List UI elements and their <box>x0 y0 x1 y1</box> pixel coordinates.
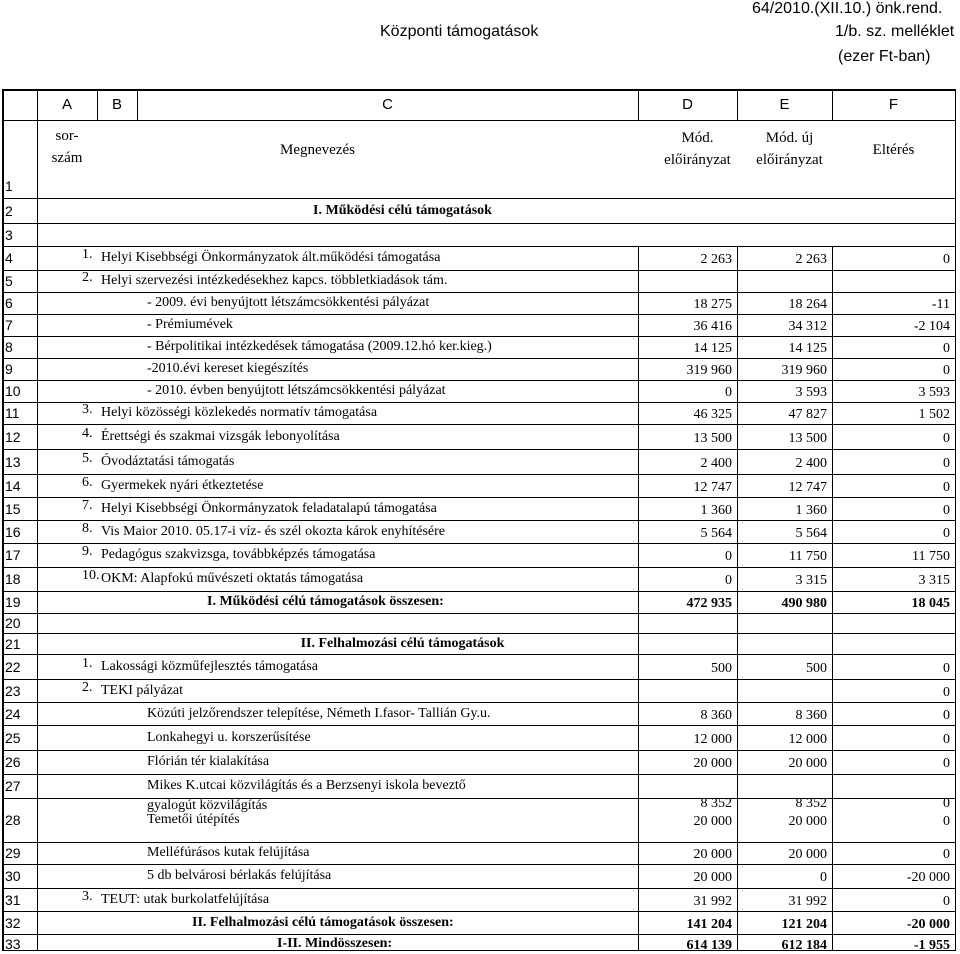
mod-uj-eloiranyzat-header: Mód. új előirányzat <box>756 130 823 168</box>
item-number: 7. <box>82 497 93 513</box>
item-number: 2. <box>82 679 93 695</box>
mod-eloiranyzat-value: 20 000 <box>693 847 732 862</box>
item-label: Óvodáztatási támogatás <box>101 453 235 469</box>
column-letter-separator <box>737 89 738 120</box>
item-label: - Bérpolitikai intézkedések támogatása (2009.12.hó ker.kieg.) <box>147 339 492 354</box>
item-label: - 2009. évi benyújtott létszámcsökkentési pályázat <box>147 295 430 310</box>
sorszam-header: sor- szám <box>51 128 83 166</box>
row-divider <box>2 654 956 655</box>
row-number: 12 <box>5 428 21 445</box>
elteres-value: 18 045 <box>911 596 950 611</box>
elteres-value: 0 <box>943 756 950 771</box>
item-number: 3. <box>82 888 93 904</box>
mod-uj-eloiranyzat-value: 20 000 <box>788 847 827 862</box>
row-divider <box>2 223 956 224</box>
row-divider <box>2 911 956 912</box>
elteres-value: 11 750 <box>912 549 950 564</box>
item-number: 8. <box>82 520 93 536</box>
mod-eloiranyzat-value: 5 564 <box>700 525 732 541</box>
row-divider <box>2 449 956 450</box>
elteres-value: 0 <box>943 341 950 356</box>
column-letter-separator <box>137 89 138 120</box>
column-letter: D <box>682 96 693 113</box>
mod-eloiranyzat-value: 20 000 <box>693 756 732 771</box>
row-number: 29 <box>5 845 21 861</box>
item-number: 2. <box>82 270 93 285</box>
item-label: Lonkahegyi u. korszerűsítése <box>147 729 311 745</box>
row-number: 8 <box>5 339 13 355</box>
elteres-value: 0 <box>943 252 950 267</box>
mod-eloiranyzat-value: 12 747 <box>693 479 732 495</box>
mod-eloiranyzat-value: 20 000 <box>693 870 732 885</box>
item-label: Temetői útépítés <box>147 812 240 827</box>
elteres-value: 0 <box>943 707 950 723</box>
mod-eloiranyzat-value: 8 352 <box>700 796 732 811</box>
mod-eloiranyzat-value: 319 960 <box>686 363 732 378</box>
row-number: 1 <box>5 178 13 194</box>
row-number: 6 <box>5 295 13 311</box>
item-label: Közúti jelzőrendszer telepítése, Németh I.fasor- Tallián Gy.u. <box>147 705 491 721</box>
item-label: Flórián tér kialakítása <box>147 754 270 769</box>
item-label: Vis Maior 2010. 05.17-i víz- és szél okozta károk enyhítésére <box>101 523 446 539</box>
item-label: - Prémiumévek <box>147 317 233 332</box>
megnevezes-header: Megnevezés <box>280 142 355 158</box>
row-divider <box>2 543 956 544</box>
row-number: 20 <box>5 615 21 631</box>
mod-uj-eloiranyzat-value: 612 184 <box>781 938 827 953</box>
item-label-continued: gyalogút közvilágítás <box>147 798 268 813</box>
row-number: 31 <box>5 891 21 908</box>
row-number: 32 <box>5 914 21 931</box>
item-label: - 2010. évben benyújtott létszámcsökkentési pályázat <box>147 383 446 398</box>
mod-eloiranyzat-value: 0 <box>725 549 732 564</box>
column-letter: A <box>61 96 72 113</box>
column-letter: B <box>111 96 122 113</box>
mod-eloiranyzat-value: 18 275 <box>693 297 732 312</box>
item-number: 1. <box>82 655 93 671</box>
item-label: Pedagógus szakvizsga, továbbképzés támogatása <box>101 547 376 562</box>
item-number: 10. <box>82 568 100 583</box>
row-number: 14 <box>5 477 21 494</box>
item-number: 6. <box>82 474 93 490</box>
section-heading: I. Működési célú támogatások <box>313 202 492 218</box>
elteres-value: 0 <box>943 731 950 747</box>
item-label: Helyi közösségi közlekedés normatív támogatása <box>101 405 378 420</box>
item-number: 4. <box>82 425 93 441</box>
row-number: 10 <box>5 383 21 399</box>
column-divider <box>638 246 639 951</box>
mod-uj-eloiranyzat-value: 1 360 <box>795 502 827 518</box>
item-label: Lakossági közműfejlesztés támogatása <box>101 658 318 674</box>
mod-uj-eloiranyzat-value: 20 000 <box>788 756 827 771</box>
elteres-value: 0 <box>943 893 950 909</box>
row-divider <box>2 633 956 634</box>
column-letter-separator <box>97 89 98 120</box>
row-number: 22 <box>5 658 21 675</box>
page-title: Központi támogatások <box>380 23 539 40</box>
row-number: 18 <box>5 571 21 587</box>
row-divider <box>2 474 956 475</box>
mod-eloiranyzat-value: 36 416 <box>693 319 732 334</box>
unit-label: (ezer Ft-ban) <box>838 48 931 65</box>
mod-eloiranyzat-value: 614 139 <box>686 938 732 953</box>
row-number: 27 <box>5 778 21 794</box>
mod-uj-eloiranyzat-value: 3 315 <box>795 573 827 588</box>
row-divider <box>2 934 956 935</box>
row-number: 23 <box>5 682 21 699</box>
row-divider <box>2 358 956 359</box>
elteres-value: 0 <box>943 660 950 676</box>
mod-uj-eloiranyzat-value: 11 750 <box>789 549 827 564</box>
elteres-header: Eltérés <box>872 142 915 158</box>
row-divider <box>2 725 956 726</box>
column-letter-divider <box>2 120 956 121</box>
mod-uj-eloiranyzat-value: 34 312 <box>788 319 827 334</box>
mod-uj-eloiranyzat-value: 0 <box>820 870 827 885</box>
row-divider <box>2 424 956 425</box>
mod-eloiranyzat-value: 500 <box>711 660 732 676</box>
mod-eloiranyzat-value: 46 325 <box>693 407 732 422</box>
mod-uj-eloiranyzat-value: 500 <box>806 660 827 676</box>
mod-eloiranyzat-value: 0 <box>725 385 732 400</box>
mod-eloiranyzat-value: 14 125 <box>693 341 732 356</box>
elteres-value: 1 502 <box>918 407 950 422</box>
mod-eloiranyzat-value: 31 992 <box>693 893 732 909</box>
row-divider <box>2 270 956 271</box>
elteres-value: 3 593 <box>918 385 950 400</box>
column-letter-separator <box>638 89 639 120</box>
item-label: Mikes K.utcai közvilágítás és a Berzsenyi iskola beveztő <box>147 778 466 793</box>
mod-eloiranyzat-value: 13 500 <box>693 430 732 446</box>
table-border-top <box>2 89 956 91</box>
row-number: 24 <box>5 705 21 722</box>
item-label: Melléfúrásos kutak felújítása <box>147 845 310 860</box>
item-label: Helyi Kisebbségi Önkormányzatok ált.működési támogatása <box>101 250 441 265</box>
row-number: 15 <box>5 500 21 517</box>
row-divider <box>2 842 956 843</box>
row-number: 33 <box>5 936 21 952</box>
row-divider <box>2 198 956 199</box>
mod-eloiranyzat-value: 0 <box>725 573 732 588</box>
item-label: TEUT: utak burkolatfelújítása <box>101 891 270 907</box>
item-number: 1. <box>82 247 93 262</box>
regulation-reference: 64/2010.(XII.10.) önk.rend. <box>752 0 943 17</box>
row-number: 21 <box>5 635 21 652</box>
elteres-value: 0 <box>943 430 950 446</box>
row-number: 11 <box>5 405 20 421</box>
elteres-value: 0 <box>943 847 950 862</box>
column-letter: E <box>779 96 790 113</box>
row-number: 30 <box>5 868 21 884</box>
mod-eloiranyzat-value: 472 935 <box>686 596 732 611</box>
row-divider <box>2 497 956 498</box>
row-divider <box>2 591 956 592</box>
column-divider <box>832 246 833 951</box>
row-divider <box>2 567 956 568</box>
column-letter: C <box>382 96 393 113</box>
item-number: 9. <box>82 544 93 559</box>
column-divider <box>737 246 738 951</box>
mod-uj-eloiranyzat-value: 31 992 <box>788 893 827 909</box>
total-label: II. Felhalmozási célú támogatások összesen: <box>192 914 454 930</box>
mod-eloiranyzat-value: 8 360 <box>700 707 732 723</box>
mod-uj-eloiranyzat-value: 5 564 <box>795 525 827 541</box>
section-heading: II. Felhalmozási célú támogatások <box>300 635 505 651</box>
column-letter: F <box>888 96 899 113</box>
mod-eloiranyzat-header: Mód. előirányzat <box>664 130 731 168</box>
mod-eloiranyzat-value: 12 000 <box>693 731 732 747</box>
row-number: 5 <box>5 273 13 289</box>
row-number: 2 <box>5 202 13 219</box>
elteres-value: 0 <box>943 684 950 700</box>
mod-eloiranyzat-value: 2 263 <box>700 252 732 267</box>
elteres-value: 0 <box>943 502 950 518</box>
mod-eloiranyzat-value: 141 204 <box>686 916 732 932</box>
elteres-value: 3 315 <box>918 573 950 588</box>
row-number: 26 <box>5 754 21 770</box>
annex-label: 1/b. sz. melléklet <box>835 23 955 40</box>
mod-uj-eloiranyzat-value: 2 263 <box>795 252 827 267</box>
elteres-value: -20 000 <box>906 870 950 885</box>
item-label: Gyermekek nyári étkeztetése <box>101 477 264 493</box>
elteres-value: -20 000 <box>906 916 950 932</box>
mod-uj-eloiranyzat-value: 12 747 <box>788 479 827 495</box>
row-number: 13 <box>5 453 21 470</box>
item-label: TEKI pályázat <box>101 682 184 698</box>
elteres-value: -11 <box>931 297 950 312</box>
item-number: 3. <box>82 402 93 417</box>
mod-uj-eloiranyzat-value: 3 593 <box>795 385 827 400</box>
row-divider <box>2 613 956 614</box>
row-divider <box>2 864 956 865</box>
mod-uj-eloiranyzat-value: 12 000 <box>788 731 827 747</box>
row-divider <box>2 888 956 889</box>
elteres-value: 0 <box>943 455 950 471</box>
mod-uj-eloiranyzat-value: 8 360 <box>795 707 827 723</box>
row-number: 19 <box>5 594 21 610</box>
row-divider <box>2 750 956 751</box>
row-number: 3 <box>5 226 13 243</box>
row-number: 9 <box>5 361 13 377</box>
row-number: 17 <box>5 547 21 563</box>
mod-uj-eloiranyzat-value: 18 264 <box>788 297 827 312</box>
row-divider <box>2 380 956 381</box>
mod-eloiranyzat-value: 1 360 <box>700 502 732 518</box>
item-label: 5 db belvárosi bérlakás felújítása <box>147 868 332 883</box>
item-label: -2010.évi kereset kiegészítés <box>147 361 309 376</box>
elteres-value: 0 <box>943 479 950 495</box>
elteres-value: 0 <box>943 814 950 829</box>
row-number: 4 <box>5 250 13 266</box>
row-divider <box>2 314 956 315</box>
item-label: Helyi Kisebbségi Önkormányzatok feladatalapú támogatása <box>101 500 437 516</box>
row-divider <box>2 402 956 403</box>
mod-uj-eloiranyzat-value: 13 500 <box>788 430 827 446</box>
item-label: Érettségi és szakmai vizsgák lebonyolítása <box>101 428 340 444</box>
mod-uj-eloiranyzat-value: 490 980 <box>781 596 827 611</box>
total-label: I-II. Mindösszesen: <box>277 936 393 951</box>
support-table <box>2 89 956 951</box>
mod-uj-eloiranyzat-value: 121 204 <box>781 916 827 932</box>
column-letter-separator <box>832 89 833 120</box>
elteres-value: 0 <box>943 796 950 811</box>
row-number: 16 <box>5 523 21 540</box>
row-divider <box>2 292 956 293</box>
elteres-value: 0 <box>943 363 950 378</box>
total-label: I. Működési célú támogatások összesen: <box>207 594 444 609</box>
elteres-value: -1 955 <box>913 938 950 953</box>
row-number: 25 <box>5 729 21 746</box>
elteres-value: -2 104 <box>913 319 950 334</box>
mod-uj-eloiranyzat-value: 8 352 <box>795 796 827 811</box>
row-divider <box>2 246 956 247</box>
mod-uj-eloiranyzat-value: 14 125 <box>788 341 827 356</box>
item-label: Helyi szervezési intézkedésekhez kapcs. többletkiadások tám. <box>101 273 448 288</box>
row-divider <box>2 336 956 337</box>
row-number: 7 <box>5 317 13 333</box>
item-label: OKM: Alapfokú művészeti oktatás támogatása <box>101 571 364 586</box>
mod-uj-eloiranyzat-value: 2 400 <box>795 455 827 471</box>
row-divider <box>2 774 956 775</box>
row-divider <box>2 679 956 680</box>
mod-eloiranyzat-value: 20 000 <box>693 814 732 829</box>
row-number: 28 <box>5 812 21 828</box>
elteres-value: 0 <box>943 525 950 541</box>
row-divider <box>2 702 956 703</box>
mod-uj-eloiranyzat-value: 47 827 <box>788 407 827 422</box>
mod-uj-eloiranyzat-value: 20 000 <box>788 814 827 829</box>
item-number: 5. <box>82 450 93 466</box>
row-divider <box>2 520 956 521</box>
mod-eloiranyzat-value: 2 400 <box>700 455 732 471</box>
mod-uj-eloiranyzat-value: 319 960 <box>781 363 827 378</box>
